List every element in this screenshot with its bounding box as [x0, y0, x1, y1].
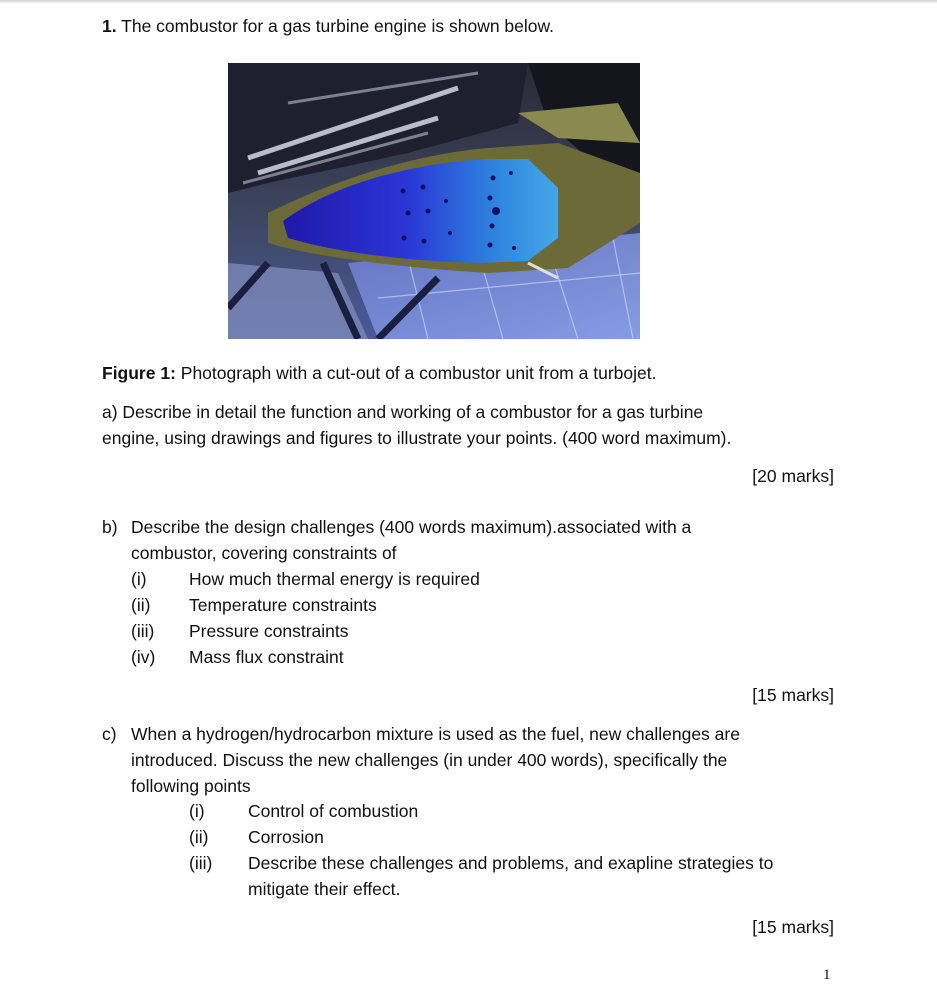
combustor-photo — [228, 63, 640, 339]
figure-caption-label: Figure 1: — [102, 363, 176, 383]
part-c-line-3: following points — [131, 776, 251, 796]
part-a-marks: [20 marks] — [752, 466, 834, 486]
part-a-line-2: engine, using drawings and figures to illustrate your points. (400 word maximum). — [102, 428, 732, 448]
question-number: 1. — [102, 16, 117, 36]
part-c-item-3-text: Describe these challenges and problems, and exapline strategies to — [248, 853, 774, 873]
part-b-item-3-num: (iii) — [131, 621, 155, 641]
part-b-item-1-text: How much thermal energy is required — [189, 569, 480, 589]
part-b-item-1-num: (i) — [131, 569, 147, 589]
question-intro: The combustor for a gas turbine engine is shown below. — [121, 16, 555, 36]
part-c-marks: [15 marks] — [752, 917, 834, 937]
part-c-item-1-text: Control of combustion — [248, 801, 419, 821]
part-b-label: b) — [102, 517, 118, 537]
part-a-line-1: a) Describe in detail the function and working of a combustor for a gas turbine — [102, 402, 704, 422]
figure-caption — [102, 363, 656, 384]
part-b-line-2: combustor, covering constraints of — [131, 543, 397, 563]
part-b-item-2-num: (ii) — [131, 595, 151, 615]
part-b-line-1: Describe the design challenges (400 words maximum).associated with a — [131, 517, 692, 537]
part-c-line-1: When a hydrogen/hydrocarbon mixture is used as the fuel, new challenges are — [131, 724, 740, 744]
part-b-item-3-text: Pressure constraints — [189, 621, 349, 641]
figure-caption-text: Photograph with a cut-out of a combustor unit from a turbojet. — [180, 363, 657, 383]
question-heading — [102, 16, 554, 37]
page-number: 1 — [823, 967, 831, 983]
part-c-item-2-num: (ii) — [189, 827, 209, 847]
part-c-label: c) — [102, 724, 117, 744]
part-c-item-2-text: Corrosion — [248, 827, 324, 847]
page-top-shadow — [0, 0, 937, 4]
part-c-line-2: introduced. Discuss the new challenges (in under 400 words), specifically the — [131, 750, 728, 770]
part-b-item-4-text: Mass flux constraint — [189, 647, 344, 667]
part-c-item-3-num: (iii) — [189, 853, 213, 873]
part-b-item-4-num: (iv) — [131, 647, 156, 667]
part-c-item-3-text-cont: mitigate their effect. — [248, 879, 401, 899]
part-b-marks: [15 marks] — [752, 685, 834, 705]
part-b-item-2-text: Temperature constraints — [189, 595, 377, 615]
part-c-item-1-num: (i) — [189, 801, 205, 821]
